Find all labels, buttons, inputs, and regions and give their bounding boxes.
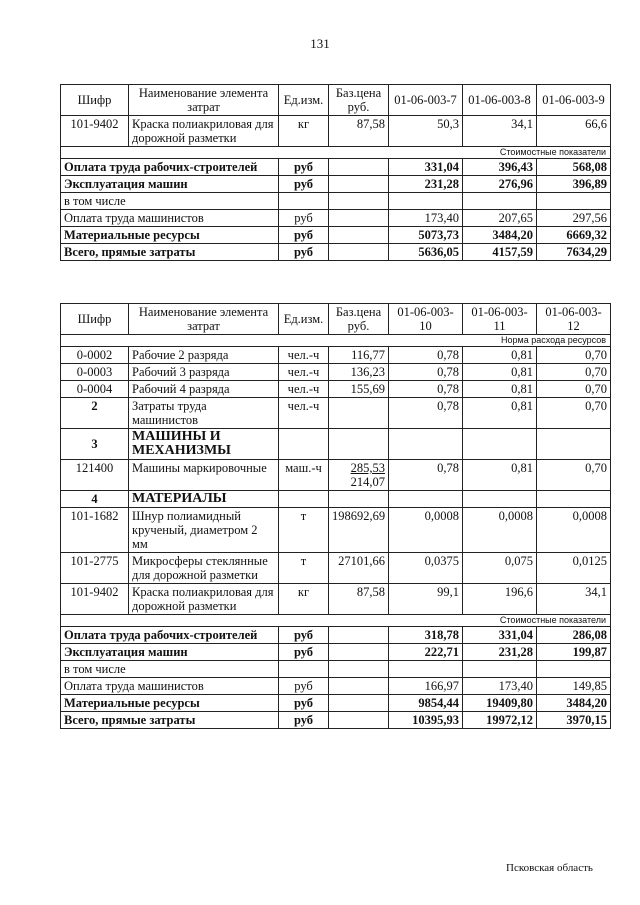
group-heading-row <box>61 429 611 460</box>
cell-unit: т <box>279 553 329 584</box>
cell-value: 0,81 <box>463 398 537 429</box>
cost-row <box>61 210 611 227</box>
cell-value: 34,1 <box>537 584 611 615</box>
cost-label: Оплата труда рабочих-строителей <box>61 627 279 644</box>
table-row <box>61 508 611 553</box>
cell-unit: т <box>279 508 329 553</box>
header-name: Наименование элемента затрат <box>129 85 279 116</box>
cost-row <box>61 712 611 729</box>
cell-price: 198692,69 <box>329 508 389 553</box>
cost-unit: руб <box>279 159 329 176</box>
cost-label: в том числе <box>61 661 279 678</box>
cell-code: 101-2775 <box>61 553 129 584</box>
header-code: Шифр <box>61 85 129 116</box>
cell-name: Рабочий 3 разряда <box>129 364 279 381</box>
cost-value: 199,87 <box>537 644 611 661</box>
cost-value: 297,56 <box>537 210 611 227</box>
cell-unit: чел.-ч <box>279 381 329 398</box>
cost-label: Всего, прямые затраты <box>61 244 279 261</box>
cell-value: 0,81 <box>463 364 537 381</box>
cost-row <box>61 193 611 210</box>
cell-value: 0,81 <box>463 460 537 491</box>
cell-value: 0,0008 <box>537 508 611 553</box>
cell-name: Рабочие 2 разряда <box>129 347 279 364</box>
cell-value: 0,81 <box>463 347 537 364</box>
cell-code: 2 <box>61 398 129 429</box>
cost-value: 286,08 <box>537 627 611 644</box>
cost-unit: руб <box>279 210 329 227</box>
cell-code: 0-0002 <box>61 347 129 364</box>
cell-value: 99,1 <box>389 584 463 615</box>
cell-unit: чел.-ч <box>279 347 329 364</box>
cell-name: Краска полиакриловая для дорожной разметки <box>129 116 279 147</box>
cost-unit: руб <box>279 627 329 644</box>
page-number: 131 <box>310 36 330 51</box>
cost-value: 207,65 <box>463 210 537 227</box>
cost-value: 19972,12 <box>463 712 537 729</box>
cell-name: Микросферы стеклянные для дорожной разметки <box>129 553 279 584</box>
cost-label: Эксплуатация машин <box>61 644 279 661</box>
price-secondary: 214,07 <box>350 475 385 489</box>
cell-unit: кг <box>279 116 329 147</box>
header-col-10: 01-06-003-10 <box>389 304 463 335</box>
cost-value: 10395,93 <box>389 712 463 729</box>
cost-value: 9854,44 <box>389 695 463 712</box>
cell-value: 0,70 <box>537 364 611 381</box>
cell-name: Шнур полиамидный крученый, диаметром 2 мм <box>129 508 279 553</box>
table-row <box>61 381 611 398</box>
table-row <box>61 553 611 584</box>
table-row <box>61 584 611 615</box>
cost-value: 231,28 <box>463 644 537 661</box>
cell-value: 0,78 <box>389 347 463 364</box>
cell-price <box>329 460 389 491</box>
section-label: Стоимостные показатели <box>61 615 611 627</box>
cost-value: 173,40 <box>463 678 537 695</box>
cost-row <box>61 227 611 244</box>
cost-label: Материальные ресурсы <box>61 227 279 244</box>
cell-value: 0,70 <box>537 460 611 491</box>
cost-value: 3970,15 <box>537 712 611 729</box>
cell-value: 0,78 <box>389 381 463 398</box>
cell-value: 0,81 <box>463 381 537 398</box>
cell-value: 0,0125 <box>537 553 611 584</box>
cost-row <box>61 695 611 712</box>
cell-value: 0,0008 <box>389 508 463 553</box>
cost-value: 331,04 <box>389 159 463 176</box>
cost-row <box>61 176 611 193</box>
cell-unit: маш.-ч <box>279 460 329 491</box>
table-row <box>61 116 611 147</box>
cost-label: Материальные ресурсы <box>61 695 279 712</box>
cell-name: Машины маркировочные <box>129 460 279 491</box>
cost-value: 5636,05 <box>389 244 463 261</box>
cell-value: 0,0008 <box>463 508 537 553</box>
cell-name: Рабочий 4 разряда <box>129 381 279 398</box>
cell-code: 0-0004 <box>61 381 129 398</box>
cost-label: Всего, прямые затраты <box>61 712 279 729</box>
table-row <box>61 347 611 364</box>
cell-code: 121400 <box>61 460 129 491</box>
cost-value: 318,78 <box>389 627 463 644</box>
table-header-row <box>61 304 611 335</box>
cost-value: 568,08 <box>537 159 611 176</box>
cell-code: 0-0003 <box>61 364 129 381</box>
section-label-row <box>61 335 611 347</box>
cost-unit: руб <box>279 644 329 661</box>
cell-name: Краска полиакриловая для дорожной разметки <box>129 584 279 615</box>
cost-unit: руб <box>279 176 329 193</box>
cell-value: 0,70 <box>537 398 611 429</box>
group-heading-row <box>61 491 611 508</box>
group-heading: МАТЕРИАЛЫ <box>129 491 279 508</box>
cell-value: 0,075 <box>463 553 537 584</box>
table-row <box>61 364 611 381</box>
group-heading: МАШИНЫ И МЕХАНИЗМЫ <box>129 429 279 460</box>
cost-value: 6669,32 <box>537 227 611 244</box>
cell-unit: кг <box>279 584 329 615</box>
table-row <box>61 460 611 491</box>
cell-value: 0,78 <box>389 364 463 381</box>
cost-value: 4157,59 <box>463 244 537 261</box>
header-price: Баз.цена руб. <box>329 85 389 116</box>
cost-value: 276,96 <box>463 176 537 193</box>
cost-unit: руб <box>279 695 329 712</box>
cost-unit: руб <box>279 227 329 244</box>
section-label-row <box>61 147 611 159</box>
cost-label: Эксплуатация машин <box>61 176 279 193</box>
cost-row <box>61 159 611 176</box>
cell-value: 0,70 <box>537 347 611 364</box>
cell-value: 0,0375 <box>389 553 463 584</box>
cell-value: 66,6 <box>537 116 611 147</box>
section-label-row <box>61 615 611 627</box>
cost-unit: руб <box>279 712 329 729</box>
cost-value: 331,04 <box>463 627 537 644</box>
cost-row <box>61 244 611 261</box>
header-name: Наименование элемента затрат <box>129 304 279 335</box>
cell-price: 116,77 <box>329 347 389 364</box>
header-col-7: 01-06-003-7 <box>389 85 463 116</box>
header-price: Баз.цена руб. <box>329 304 389 335</box>
cost-value: 5073,73 <box>389 227 463 244</box>
header-unit: Ед.изм. <box>279 85 329 116</box>
cost-label: Оплата труда машинистов <box>61 678 279 695</box>
price-underlined: 285,53 <box>350 461 385 475</box>
cell-price: 87,58 <box>329 584 389 615</box>
header-col-11: 01-06-003-11 <box>463 304 537 335</box>
cell-value: 0,70 <box>537 381 611 398</box>
header-code: Шифр <box>61 304 129 335</box>
cost-label: в том числе <box>61 193 279 210</box>
cost-label: Оплата труда рабочих-строителей <box>61 159 279 176</box>
cost-value: 173,40 <box>389 210 463 227</box>
cell-price: 155,69 <box>329 381 389 398</box>
cell-price <box>329 398 389 429</box>
table-row <box>61 398 611 429</box>
table-header-row <box>61 85 611 116</box>
group-number: 3 <box>61 429 129 460</box>
cell-name: Затраты труда машинистов <box>129 398 279 429</box>
section-label: Стоимостные показатели <box>61 147 611 159</box>
cell-unit: чел.-ч <box>279 398 329 429</box>
group-number: 4 <box>61 491 129 508</box>
footer-region: Псковская область <box>506 862 593 874</box>
cell-code: 101-1682 <box>61 508 129 553</box>
cell-price: 27101,66 <box>329 553 389 584</box>
cost-unit: руб <box>279 244 329 261</box>
cell-price: 87,58 <box>329 116 389 147</box>
cell-value: 0,78 <box>389 398 463 429</box>
cost-value: 7634,29 <box>537 244 611 261</box>
cost-value: 231,28 <box>389 176 463 193</box>
header-col-9: 01-06-003-9 <box>537 85 611 116</box>
cost-value: 396,43 <box>463 159 537 176</box>
section-label-norm: Норма расхода ресурсов <box>61 335 611 347</box>
header-unit: Ед.изм. <box>279 304 329 335</box>
cost-row <box>61 627 611 644</box>
cost-row <box>61 661 611 678</box>
cell-price: 136,23 <box>329 364 389 381</box>
cost-value: 3484,20 <box>537 695 611 712</box>
cell-value: 0,78 <box>389 460 463 491</box>
cell-value: 50,3 <box>389 116 463 147</box>
cost-table-2 <box>60 303 611 729</box>
cost-label: Оплата труда машинистов <box>61 210 279 227</box>
cost-value: 166,97 <box>389 678 463 695</box>
cost-value: 3484,20 <box>463 227 537 244</box>
cell-code: 101-9402 <box>61 584 129 615</box>
cost-row <box>61 678 611 695</box>
cell-value: 34,1 <box>463 116 537 147</box>
cell-unit: чел.-ч <box>279 364 329 381</box>
cost-value: 19409,80 <box>463 695 537 712</box>
cell-value: 196,6 <box>463 584 537 615</box>
cell-code: 101-9402 <box>61 116 129 147</box>
cost-row <box>61 644 611 661</box>
cost-value: 396,89 <box>537 176 611 193</box>
cost-unit: руб <box>279 678 329 695</box>
header-col-8: 01-06-003-8 <box>463 85 537 116</box>
cost-value: 149,85 <box>537 678 611 695</box>
header-col-12: 01-06-003-12 <box>537 304 611 335</box>
cost-table-1 <box>60 84 611 261</box>
cost-value: 222,71 <box>389 644 463 661</box>
